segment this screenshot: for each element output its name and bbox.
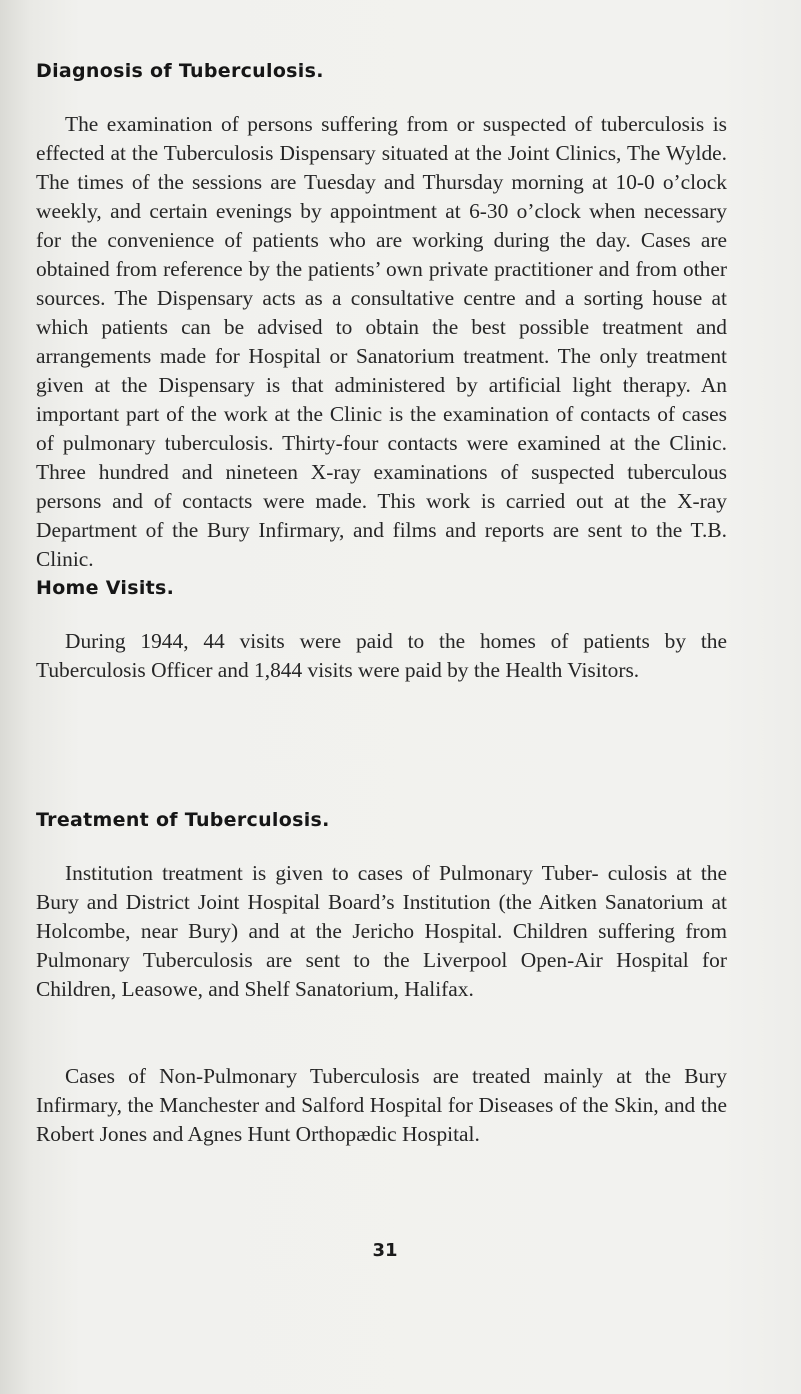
paragraph-home-visits: During 1944, 44 visits were paid to the homes of patients by the Tuberculosis Officer and 1,844 visits were paid by the Health Visitors. — [36, 629, 727, 682]
heading-home-visits: Home Visits. — [36, 577, 175, 599]
paragraph-non-pulmonary-treatment: Cases of Non-Pulmonary Tuberculosis are treated mainly at the Bury Infirmary, the Manchester and Salford Hospital for Diseases of the Skin, and the Robert Jones and Agnes Hunt Orthopædic Hospital. — [36, 1064, 727, 1146]
heading-treatment-of-tuberculosis: Treatment of Tuberculosis. — [36, 809, 330, 831]
paragraph-institution-treatment: Institution treatment is given to cases of Pulmonary Tuber- culosis at the Bury and District Joint Hospital Board’s Institution (the Aitken Sanatorium at Holcombe, near Bury) and at the Jericho Hospital. Children suffering from Pulmonary Tuberculosis are sent to the Liverpool Open-Air Hospital for Children, Leasowe, and Shelf Sanatorium, Halifax. — [36, 861, 727, 1001]
heading-diagnosis-of-tuberculosis: Diagnosis of Tuberculosis. — [36, 60, 324, 82]
page-number: 31 — [372, 1240, 398, 1261]
paragraph-diagnosis: The examination of persons suffering from or suspected of tuberculosis is effected at the Tuberculosis Dispensary situated at the Joint Clinics, The Wylde. The times of the sessions are Tuesday and Thursday morning at 10-0 o’clock weekly, and certain evenings by appointment at 6-30 o’clock when necessary for the convenience of patients who are working during the day. Cases are obtained from reference by the patients’ own private practitioner and from other sources. The Dispensary acts as a consultative centre and a sorting house at which patients can be advised to obtain the best possible treatment and arrangements made for Hospital or Sanatorium treatment. The only treatment given at the Dispensary is that administered by artificial light therapy. An important part of the work at the Clinic is the examination of contacts of cases of pulmonary tuberculosis. Thirty-four contacts were examined at the Clinic. Three hundred and nineteen X-ray examinations of suspected tuberculous persons and of contacts were made. This work is carried out at the X-ray Department of the Bury Infirmary, and films and reports are sent to the T.B. Clinic. — [36, 112, 727, 571]
